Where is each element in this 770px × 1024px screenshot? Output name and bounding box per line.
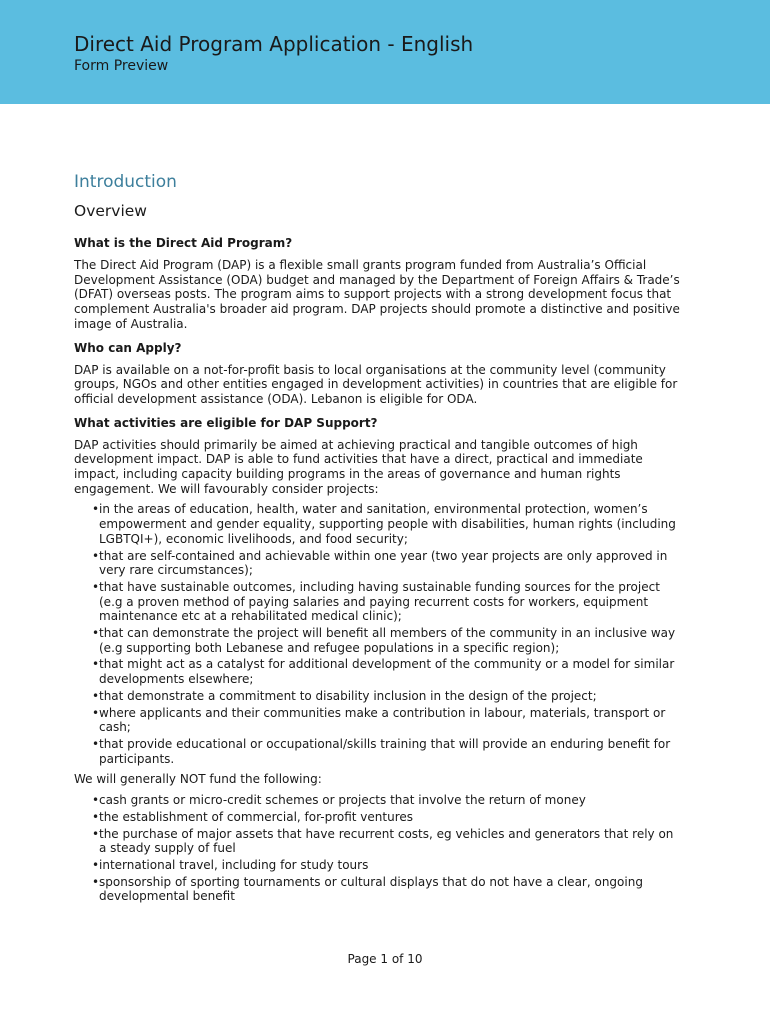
bullet-icon: • [92,657,100,672]
subsection-title: Overview [74,202,147,220]
list-item: • in the areas of education, health, water and sanitation, environmental protection, women’s empowerment and gender equality, supporting people with disabilities, human rights (including LGBTQI+), economic livelihoods, and food security; [92,502,676,546]
list-item: • sponsorship of sporting tournaments or cultural displays that do not have a clear, ongoing developmental benefit [92,874,643,904]
page-number: Page 1 of 10 [347,952,423,966]
question-heading-who-can-apply: Who can Apply? [74,340,182,355]
document-subtitle: Form Preview [74,58,169,74]
bullet-icon: • [92,874,100,889]
list-item: • where applicants and their communities make a contribution in labour, materials, transport or cash; [92,705,666,735]
bullet-icon: • [92,736,100,751]
list-item: • cash grants or micro-credit schemes or projects that involve the return of money [92,793,586,808]
list-item: • the establishment of commercial, for-profit ventures [92,809,414,824]
list-item: • international travel, including for study tours [92,857,369,872]
paragraph-what-is-dap: The Direct Aid Program (DAP) is a flexible small grants program funded from Australia’s Official Development Assistance (ODA) budget and managed by the Department of Foreign Affairs & Trade’s (DFAT) overseas posts. The program aims to support projects with a strong development focus that complement Australia's broader aid program. DAP projects should promote a distinctive and positive image of Australia. [74,258,680,331]
question-heading-eligible-activities: What activities are eligible for DAP Support? [74,415,378,430]
bullet-icon: • [92,793,100,808]
bullet-icon: • [92,705,100,720]
question-heading-what-is-dap: What is the Direct Aid Program? [74,236,293,250]
section-title: Introduction [74,172,177,192]
bullet-icon: • [92,688,100,703]
bullet-icon: • [92,579,100,594]
document-body [74,170,684,904]
bullet-icon: • [92,548,100,563]
list-item: • that have sustainable outcomes, including having sustainable funding sources for the project (e.g a proven method of paying salaries and paying recurrent costs for workers, equipment maintenance etc at a rehabilitated medical clinic); [92,579,660,624]
eligible-projects-list [74,502,684,766]
list-item: • that might act as a catalyst for additional development of the community or a model for similar developments elsewhere; [92,657,675,687]
not-funded-list [74,793,684,904]
list-item: • that demonstrate a commitment to disability inclusion in the design of the project; [92,688,597,703]
list-item: • that provide educational or occupational/skills training that will provide an enduring benefit for participants. [92,736,671,766]
bullet-icon: • [92,626,100,641]
document-title: Direct Aid Program Application - English [74,32,474,56]
paragraph-not-fund-intro: We will generally NOT fund the following: [74,772,322,787]
bullet-icon: • [92,502,100,517]
header-banner [0,0,770,104]
paragraph-who-can-apply: DAP is available on a not-for-profit basis to local organisations at the community level (community groups, NGOs and other entities engaged in development activities) in countries that are eligible for official development assistance (ODA). Lebanon is eligible for ODA. [74,362,678,406]
list-item: • that can demonstrate the project will benefit all members of the community in an inclusive way (e.g supporting both Lebanese and refugee populations in a specific region); [92,626,676,655]
list-item: • that are self-contained and achievable within one year (two year projects are only approved in very rare circumstances); [92,548,668,578]
list-item: • the purchase of major assets that have recurrent costs, eg vehicles and generators that rely on a steady supply of fuel [92,826,674,856]
bullet-icon: • [92,826,100,841]
bullet-icon: • [92,857,100,872]
bullet-icon: • [92,809,100,824]
paragraph-eligible-activities: DAP activities should primarily be aimed at achieving practical and tangible outcomes of high development impact. DAP is able to fund activities that have a direct, practical and immediate impact, including capacity building programs in the areas of governance and human rights engagement. We will favourably consider projects: [74,437,643,496]
